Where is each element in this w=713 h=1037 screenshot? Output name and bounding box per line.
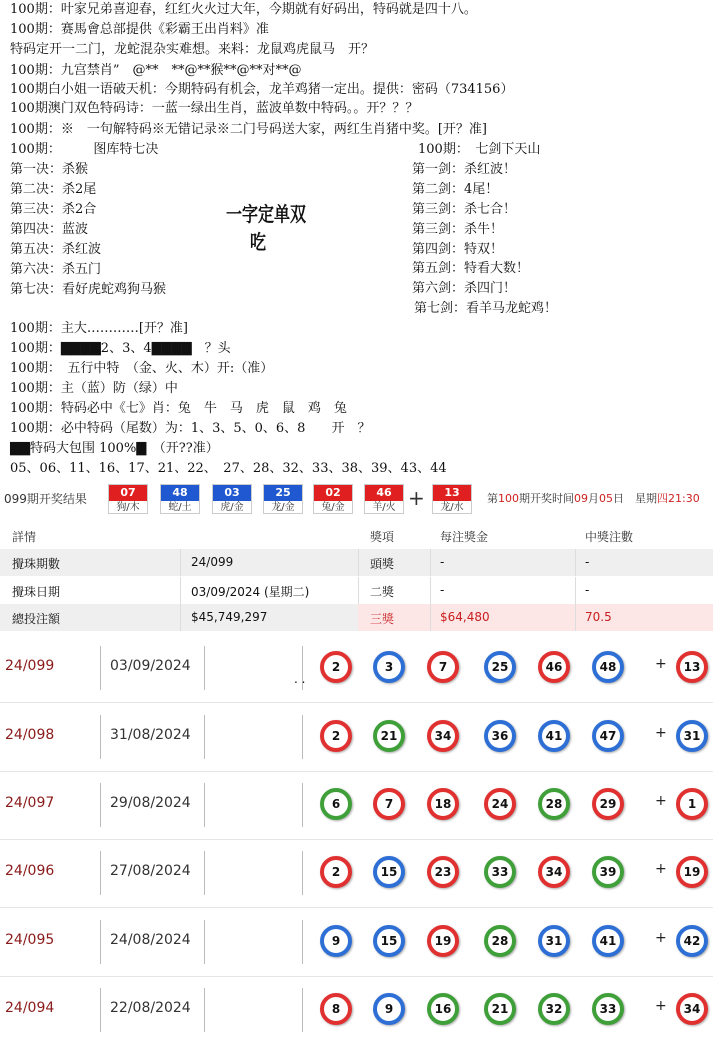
column-divider (204, 988, 205, 1032)
text-line: 100期：叶家兄弟喜迎春，红红火火过大年，今期就有好码出，特码就是四十八。 (10, 2, 477, 17)
number-list: 05、06、11、16、17、21、22、 27、28、32、33、38、39、43、44 (10, 461, 447, 476)
result-row (0, 634, 713, 702)
number-ball: 19 (427, 925, 459, 957)
draw-id: 24/097 (5, 795, 55, 811)
header-details: 詳情 (12, 530, 37, 544)
draw-date: 03/09/2024 (110, 658, 191, 674)
number-ball: 33 (484, 856, 516, 888)
plus-sign: + (655, 793, 667, 809)
header-count: 中獎注數 (585, 530, 634, 544)
text-line: 100期：赛馬會总部提供《彩霸王出肖料》准 (10, 22, 269, 37)
result-tile: 48 蛇/土 (160, 484, 200, 514)
result-row (0, 908, 713, 976)
text-line: 100期： 五行中特 （金、火、木）开:（准） (10, 361, 274, 376)
number-ball: 2 (320, 651, 352, 683)
number-ball: 33 (592, 993, 624, 1025)
number-ball: 6 (320, 788, 352, 820)
right-rule: 第一剑：杀红波！ (412, 162, 517, 177)
special-ball: 31 (676, 720, 708, 752)
special-ball: 42 (676, 925, 708, 957)
result-row (0, 703, 713, 771)
header-prize: 獎項 (370, 530, 395, 544)
draw-id: 24/098 (5, 727, 55, 743)
number-ball: 9 (373, 993, 405, 1025)
number-ball: 21 (484, 993, 516, 1025)
plus-sign: + (655, 861, 667, 877)
dots: . . (294, 672, 306, 686)
text-line: 100期：▇▇▇▇2、3、4▇▇▇▇ ？头 (10, 341, 231, 356)
draw-date: 24/08/2024 (110, 932, 191, 948)
left-rule: 第一决：杀猴 (10, 162, 89, 177)
number-ball: 23 (427, 856, 459, 888)
text-line: 100期：主大…………[开？准] (10, 321, 188, 336)
result-row (0, 976, 713, 1037)
number-ball: 18 (427, 788, 459, 820)
text-line: 100期：※ 一句解特码※无错记录※二门号码送大家，两红生肖猪中奖。[开？准] (10, 122, 487, 137)
number-ball: 34 (427, 720, 459, 752)
table-row: 攪珠日期 03/09/2024 (星期二) 二獎 - - (0, 577, 713, 604)
column-divider (302, 783, 303, 827)
number-ball: 15 (373, 856, 405, 888)
draw-date: 31/08/2024 (110, 727, 191, 743)
column-divider (302, 920, 303, 964)
number-ball: 32 (538, 993, 570, 1025)
plus-sign: + (408, 486, 425, 510)
result-tile: 25 龙/金 (263, 484, 303, 514)
left-rule: 第七决：看好虎蛇鸡狗马猴 (10, 282, 167, 297)
table-row: 攪珠期數 24/099 頭獎 - - (0, 549, 713, 576)
number-ball: 24 (484, 788, 516, 820)
plus-sign: + (655, 930, 667, 946)
number-ball: 34 (538, 856, 570, 888)
draw-id: 24/095 (5, 932, 55, 948)
right-rule: 第五剑：特看大数！ (412, 261, 530, 276)
draw-info-table (0, 524, 713, 630)
number-ball: 47 (592, 720, 624, 752)
result-tile: 07 狗/木 (108, 484, 148, 514)
number-ball: 28 (538, 788, 570, 820)
column-divider (100, 646, 101, 690)
result-tile: 03 虎/金 (212, 484, 252, 514)
column-divider (302, 988, 303, 1032)
left-rule: 第三决：杀2合 (10, 202, 97, 217)
right-rule: 第二剑：4尾！ (412, 182, 499, 197)
number-ball: 3 (373, 651, 405, 683)
draw-id: 24/096 (5, 863, 55, 879)
right-heading: 100期： 七剑下天山 (418, 142, 541, 157)
column-divider (204, 783, 205, 827)
column-divider (302, 715, 303, 759)
left-rule: 第四决：蓝波 (10, 222, 89, 237)
number-ball: 39 (592, 856, 624, 888)
text-line: 特码定开一二门，龙蛇混杂实难想。来料：龙鼠鸡虎鼠马 开？ (10, 42, 375, 57)
plus-sign: + (655, 725, 667, 741)
text-line: 100期：特码必中《七》肖：兔 牛 马 虎 鼠 鸡 兔 (10, 401, 347, 416)
table-row: 總投注額 $45,749,297 三獎 $64,480 70.5 (0, 604, 713, 631)
number-ball: 2 (320, 856, 352, 888)
draw-date: 22/08/2024 (110, 1000, 191, 1016)
plus-sign: + (655, 656, 667, 672)
left-rule: 第六决：杀五门 (10, 262, 102, 277)
column-divider (204, 715, 205, 759)
right-rule: 第三剑：杀七合！ (412, 202, 517, 217)
text-line: ▇▇特码大包围 100%▇ （开??准） (10, 441, 219, 456)
result-tile: 02 兔/金 (313, 484, 353, 514)
number-ball: 7 (373, 788, 405, 820)
draw-date: 27/08/2024 (110, 863, 191, 879)
handwritten-note (226, 200, 306, 256)
note-line: 一字定单双 (226, 202, 306, 226)
number-ball: 8 (320, 993, 352, 1025)
draw-id: 24/099 (5, 658, 55, 674)
number-ball: 46 (538, 651, 570, 683)
draw-date: 29/08/2024 (110, 795, 191, 811)
special-ball: 13 (676, 651, 708, 683)
number-ball: 41 (592, 925, 624, 957)
special-ball: 19 (676, 856, 708, 888)
number-ball: 21 (373, 720, 405, 752)
right-rule: 第六剑：杀四门！ (412, 281, 517, 296)
text-line: 100期白小姐一语破天机：今期特码有机会，龙羊鸡猪一定出。提供：密码（734156） (10, 82, 514, 97)
column-divider (100, 851, 101, 895)
right-rule: 第三剑：杀牛！ (412, 222, 504, 237)
text-line: 100期：必中特码（尾数）为：1、3、5、0、6、8 开 ？ (10, 421, 371, 436)
number-ball: 28 (484, 925, 516, 957)
number-ball: 41 (538, 720, 570, 752)
column-divider (302, 851, 303, 895)
result-tile: 46 羊/火 (364, 484, 404, 514)
column-divider (100, 988, 101, 1032)
number-ball: 31 (538, 925, 570, 957)
text-line: 100期澳门双色特码诗：一蓝一绿出生肖，蓝波单数中特码。。开？？？ (10, 101, 419, 116)
number-ball: 36 (484, 720, 516, 752)
special-tile: 13 龙/水 (432, 484, 472, 514)
text-line: 100期：主（蓝）防（绿）中 (10, 381, 178, 396)
number-ball: 48 (592, 651, 624, 683)
number-ball: 15 (373, 925, 405, 957)
special-ball: 34 (676, 993, 708, 1025)
column-divider (204, 646, 205, 690)
draw-label: 099期开奖结果 (4, 492, 87, 506)
column-divider (100, 715, 101, 759)
draw-id: 24/094 (5, 1000, 55, 1016)
note-line: 吃 (250, 230, 266, 254)
number-ball: 2 (320, 720, 352, 752)
column-divider (100, 920, 101, 964)
text-line: 100期：九宫禁肖” @** **@**猴**@**对**@ (10, 63, 302, 78)
number-ball: 25 (484, 651, 516, 683)
result-row (0, 839, 713, 907)
column-divider (204, 920, 205, 964)
number-ball: 7 (427, 651, 459, 683)
left-heading: 100期： 图库特七决 (10, 142, 159, 157)
column-divider (100, 783, 101, 827)
column-divider (204, 851, 205, 895)
number-ball: 9 (320, 925, 352, 957)
next-draw-time: 第100期开奖时间09月05日 星期四21:30 (487, 492, 700, 505)
left-rule: 第二决：杀2尾 (10, 182, 97, 197)
right-rule: 第四剑：特双！ (412, 242, 504, 257)
result-row (0, 771, 713, 839)
header-amount: 每注獎金 (440, 530, 489, 544)
left-rule: 第五决：杀红波 (10, 242, 102, 257)
number-ball: 16 (427, 993, 459, 1025)
plus-sign: + (655, 998, 667, 1014)
right-rule: 第七剑：看羊马龙蛇鸡！ (414, 301, 558, 316)
special-ball: 1 (676, 788, 708, 820)
number-ball: 29 (592, 788, 624, 820)
table-header (0, 524, 713, 546)
draw-result-bar (0, 482, 713, 516)
